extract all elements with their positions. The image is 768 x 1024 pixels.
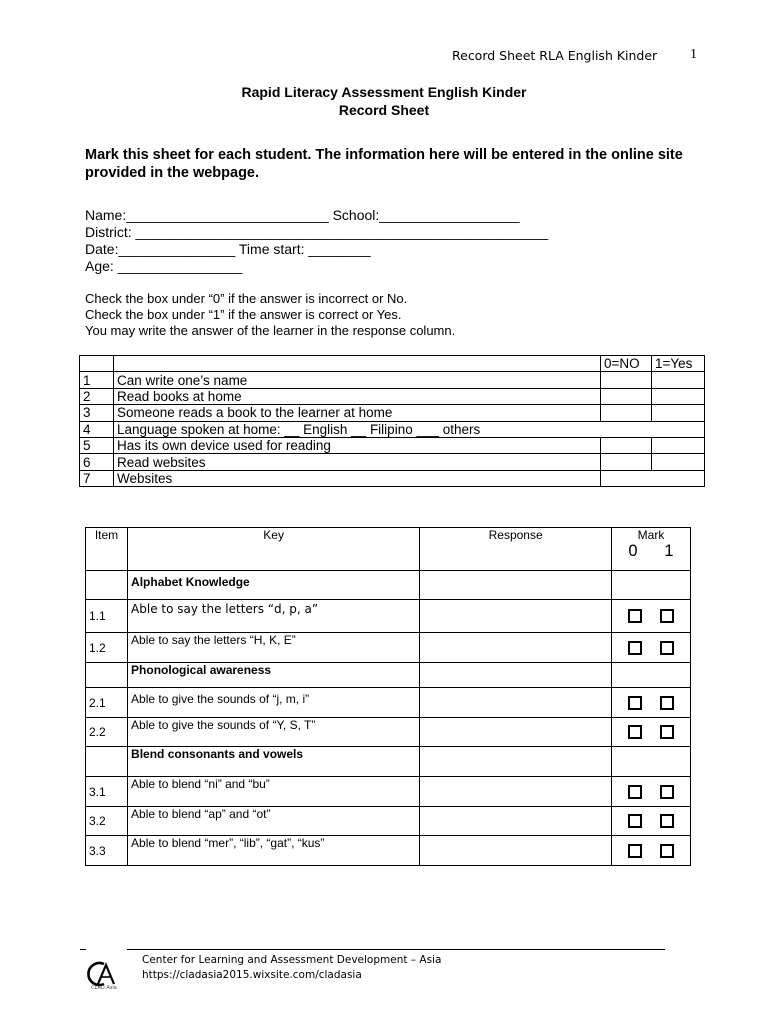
response-cell[interactable]: [420, 777, 612, 807]
table-row: [80, 421, 705, 437]
age-field[interactable]: Age: ________________: [85, 258, 243, 274]
footer-rule-short: [80, 949, 86, 950]
item-number: 2.2: [86, 718, 128, 747]
answer-cell-no[interactable]: [601, 437, 652, 453]
col-header-response: Response: [420, 528, 612, 571]
response-cell[interactable]: [420, 836, 612, 866]
section-row: [86, 663, 691, 688]
answer-cell-yes[interactable]: [652, 372, 705, 388]
item-key: Able to blend “ni” and “bu”: [128, 777, 420, 807]
table-row: [86, 777, 691, 807]
table-header-row: [86, 528, 691, 571]
table-row: [80, 388, 705, 404]
document-title: Rapid Literacy Assessment English Kinder: [241, 84, 527, 100]
item-number: 1.1: [86, 600, 128, 633]
checkbox-1[interactable]: [660, 725, 674, 739]
name-school-field[interactable]: Name:__________________________ School:__________________: [85, 207, 520, 223]
running-header: Record Sheet RLA English Kinder: [452, 48, 658, 63]
checkbox-0[interactable]: [628, 725, 642, 739]
answer-cell-no[interactable]: [601, 454, 652, 470]
document-subtitle: Record Sheet: [338, 102, 430, 118]
checkbox-0[interactable]: [628, 609, 642, 623]
logo-text: CLAD Asia: [91, 985, 117, 991]
col-header-mark: [612, 528, 691, 571]
item-key: Able to say the letters “H, K, E”: [128, 633, 420, 663]
checkbox-0[interactable]: [628, 785, 642, 799]
row-text: Read websites: [114, 454, 601, 470]
section-title: Alphabet Knowledge: [128, 571, 420, 600]
instruction-text: Mark this sheet for each student. The information here will be entered in the online site provided in the webpage.: [85, 147, 683, 181]
table-row: [86, 807, 691, 836]
answer-cell-websites[interactable]: [601, 470, 705, 486]
note-line: You may write the answer of the learner in the response column.: [85, 323, 456, 338]
item-key: Able to blend “ap” and “ot”: [128, 807, 420, 836]
table-row: [80, 454, 705, 470]
table-row: [86, 836, 691, 866]
row-text: Websites: [114, 470, 601, 486]
footer-url-link[interactable]: https://cladasia2015.wixsite.com/cladasia: [142, 969, 362, 981]
section-row: [86, 747, 691, 777]
table-header-row: [80, 356, 705, 372]
checkbox-0[interactable]: [628, 844, 642, 858]
checkbox-1[interactable]: [660, 844, 674, 858]
table-row: [80, 470, 705, 486]
row-number: 3: [80, 405, 114, 421]
table-row: [86, 718, 691, 747]
row-text: Has its own device used for reading: [114, 437, 601, 453]
section-row: [86, 571, 691, 600]
response-cell[interactable]: [420, 600, 612, 633]
row-number: 4: [80, 421, 114, 437]
item-number: 3.3: [86, 836, 128, 866]
table-row: [80, 437, 705, 453]
checkbox-1[interactable]: [660, 785, 674, 799]
checkbox-1[interactable]: [660, 609, 674, 623]
footer-rule: [127, 949, 665, 950]
footer-org: Center for Learning and Assessment Development – Asia: [142, 954, 442, 966]
district-field[interactable]: District: _____________________________________________________: [85, 224, 549, 240]
row-number: 7: [80, 470, 114, 486]
answer-cell-yes[interactable]: [652, 454, 705, 470]
table-row: [80, 405, 705, 421]
row-text: Someone reads a book to the learner at home: [114, 405, 601, 421]
section-title: Blend consonants and vowels: [128, 747, 420, 777]
row-number: 5: [80, 437, 114, 453]
col-header-key: Key: [128, 528, 420, 571]
answer-cell-no[interactable]: [601, 405, 652, 421]
response-cell[interactable]: [420, 718, 612, 747]
checkbox-0[interactable]: [628, 814, 642, 828]
answer-cell-no[interactable]: [601, 388, 652, 404]
note-line: Check the box under “0” if the answer is incorrect or No.: [85, 291, 408, 306]
table-row: [86, 688, 691, 718]
table-row: [86, 633, 691, 663]
answer-cell-no[interactable]: [601, 372, 652, 388]
item-key: Able to blend “mer”, “lib”, “gat”, “kus”: [128, 836, 420, 866]
checkbox-1[interactable]: [660, 814, 674, 828]
row-text: Can write one’s name: [114, 372, 601, 388]
row-number: 1: [80, 372, 114, 388]
mark-one-label: 1: [664, 542, 674, 560]
item-key: Able to give the sounds of “j, m, i”: [128, 688, 420, 718]
col-header-no: 0=NO: [601, 356, 652, 372]
answer-cell-yes[interactable]: [652, 437, 705, 453]
item-number: 3.1: [86, 777, 128, 807]
checkbox-1[interactable]: [660, 641, 674, 655]
answer-cell-yes[interactable]: [652, 388, 705, 404]
item-number: 2.1: [86, 688, 128, 718]
checkbox-0[interactable]: [628, 696, 642, 710]
table-row: [86, 600, 691, 633]
mark-zero-label: 0: [628, 542, 638, 560]
checkbox-1[interactable]: [660, 696, 674, 710]
assessment-items-table: [85, 527, 691, 866]
row-number: 6: [80, 454, 114, 470]
section-title: Phonological awareness: [128, 663, 420, 688]
response-cell[interactable]: [420, 633, 612, 663]
clad-logo-icon: [84, 960, 124, 992]
item-number: 3.2: [86, 807, 128, 836]
mark-label: Mark: [637, 528, 665, 542]
row-text[interactable]: Language spoken at home: __ English __ Filipino ___ others: [114, 421, 705, 437]
item-key: Able to say the letters “d, p, a”: [128, 600, 420, 633]
date-time-field[interactable]: Date:_______________ Time start: ________: [85, 241, 371, 257]
note-line: Check the box under “1” if the answer is correct or Yes.: [85, 307, 402, 322]
item-number: 1.2: [86, 633, 128, 663]
col-header-yes: 1=Yes: [652, 356, 705, 372]
response-cell[interactable]: [420, 688, 612, 718]
col-header-item: Item: [86, 528, 128, 571]
answer-cell-yes[interactable]: [652, 405, 705, 421]
checkbox-0[interactable]: [628, 641, 642, 655]
row-text: Read books at home: [114, 388, 601, 404]
response-cell[interactable]: [420, 807, 612, 836]
table-row: [80, 372, 705, 388]
page-number: 1: [690, 47, 697, 62]
row-number: 2: [80, 388, 114, 404]
item-key: Able to give the sounds of “Y, S, T”: [128, 718, 420, 747]
learner-info-table: [79, 355, 705, 487]
